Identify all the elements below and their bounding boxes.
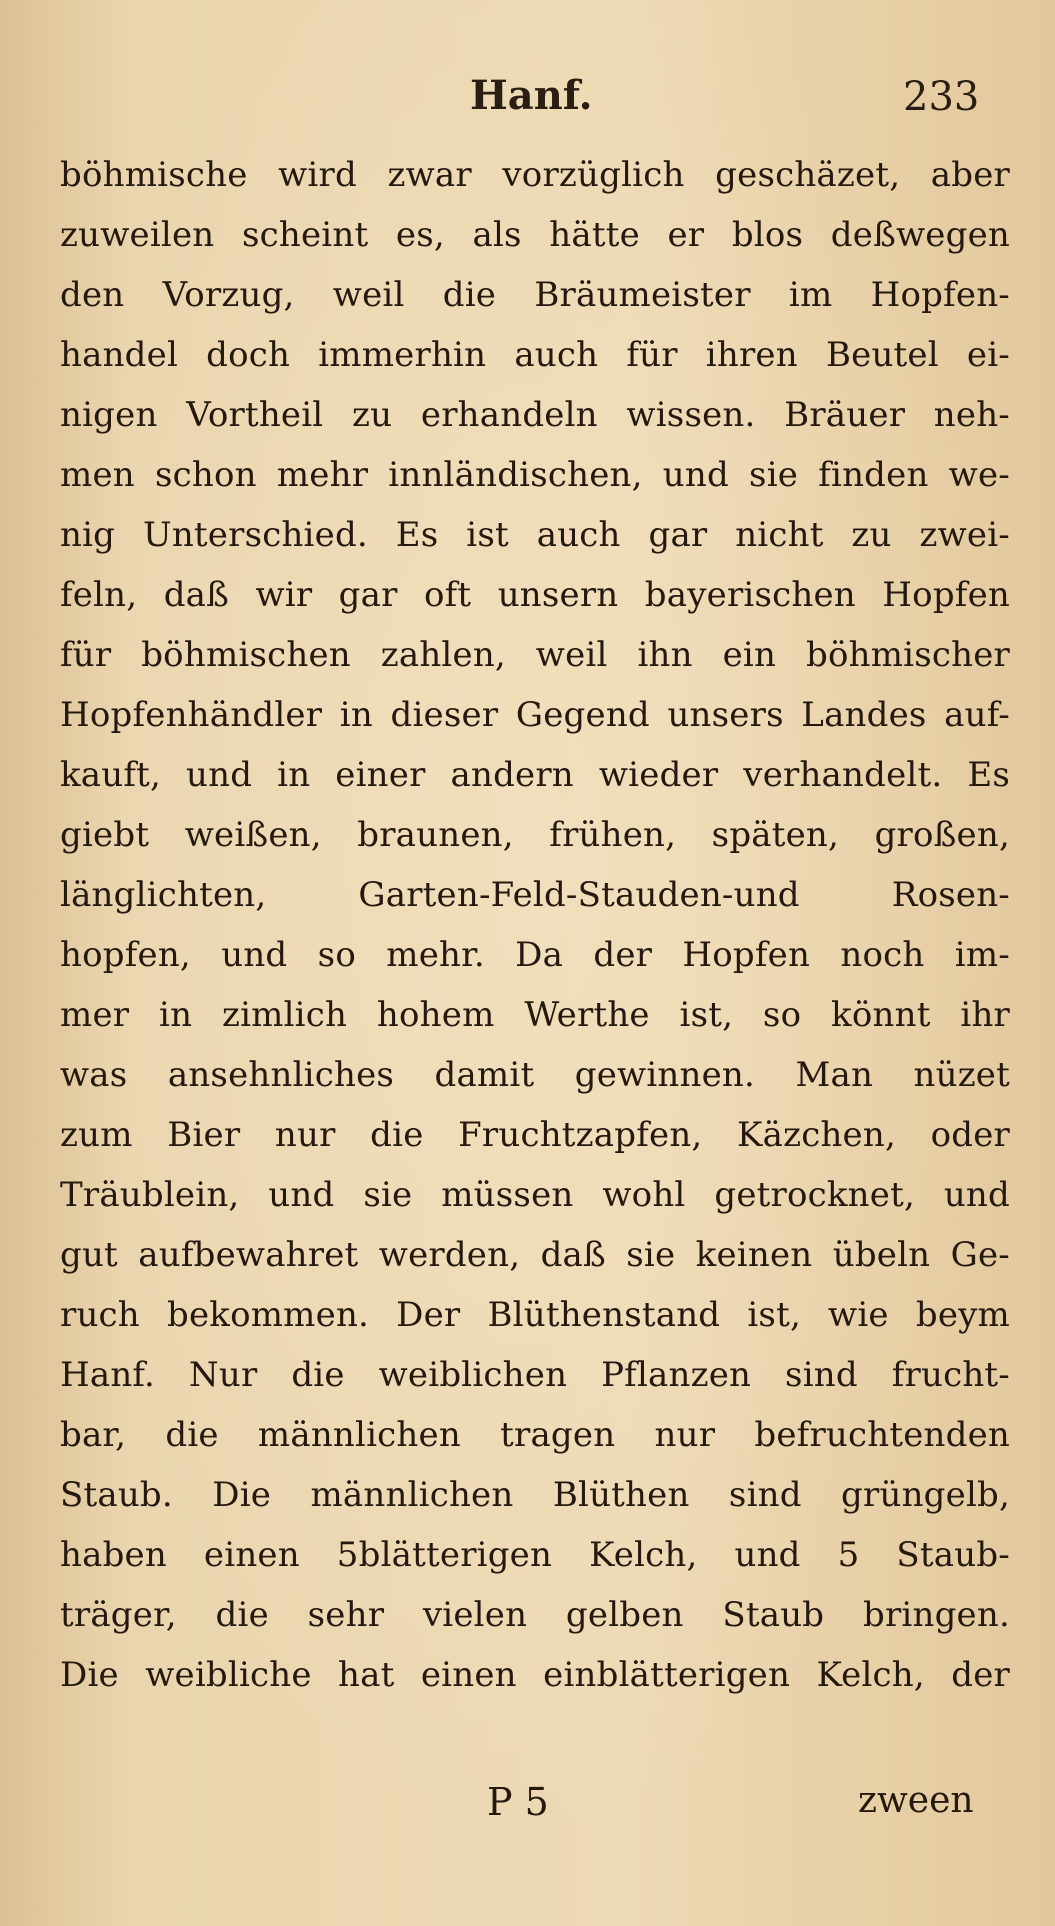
text-line: Hopfenhändler in dieser Gegend unsers Landes auf- [60, 695, 1010, 735]
text-line: Die weibliche hat einen einblätterigen Kelch, der [60, 1655, 1010, 1695]
text-line: was ansehnliches damit gewinnen. Man nüzet [60, 1055, 1010, 1095]
text-line: mer in zimlich hohem Werthe ist, so könnt ihr [60, 995, 1010, 1035]
text-line: hopfen, und so mehr. Da der Hopfen noch im- [60, 935, 1010, 975]
text-line: böhmische wird zwar vorzüglich geschäzet, aber [60, 155, 1010, 195]
text-line: zuweilen scheint es, als hätte er blos deßwegen [60, 215, 1010, 255]
text-line: men schon mehr innländischen, und sie finden we- [60, 455, 1010, 495]
text-line: Staub. Die männlichen Blüthen sind grüngelb, [60, 1475, 1010, 1515]
text-line: Träublein, und sie müssen wohl getrocknet, und [60, 1175, 1010, 1215]
catchword: zween [858, 1780, 974, 1821]
running-head-title: Hanf. [470, 72, 593, 119]
text-line: gut aufbewahret werden, daß sie keinen übeln Ge- [60, 1235, 1010, 1275]
text-line: giebt weißen, braunen, frühen, späten, großen, [60, 815, 1010, 855]
text-line: nigen Vortheil zu erhandeln wissen. Bräuer neh- [60, 395, 1010, 435]
signature-mark: P 5 [487, 1780, 549, 1824]
text-line: nig Unterschied. Es ist auch gar nicht zu zwei- [60, 515, 1010, 555]
text-line: handel doch immerhin auch für ihren Beutel ei- [60, 335, 1010, 375]
text-line: den Vorzug, weil die Bräumeister im Hopfen- [60, 275, 1010, 315]
text-line: ruch bekommen. Der Blüthenstand ist, wie beym [60, 1295, 1010, 1335]
body-text [60, 145, 1010, 1705]
text-line: träger, die sehr vielen gelben Staub bringen. [60, 1595, 1010, 1635]
text-line: für böhmischen zahlen, weil ihn ein böhmischer [60, 635, 1010, 675]
page-number: 233 [903, 74, 980, 120]
text-line: feln, daß wir gar oft unsern bayerischen Hopfen [60, 575, 1010, 615]
text-line: bar, die männlichen tragen nur befruchtenden [60, 1415, 1010, 1455]
page-footer [0, 1772, 1055, 1832]
text-line: kauft, und in einer andern wieder verhandelt. Es [60, 755, 1010, 795]
text-line: länglichten, Garten-Feld-Stauden-und Rosen- [60, 875, 1010, 915]
running-head [0, 68, 1055, 128]
text-line: zum Bier nur die Fruchtzapfen, Käzchen, oder [60, 1115, 1010, 1155]
text-line: haben einen 5blätterigen Kelch, und 5 Staub- [60, 1535, 1010, 1575]
text-line: Hanf. Nur die weiblichen Pflanzen sind frucht- [60, 1355, 1010, 1395]
